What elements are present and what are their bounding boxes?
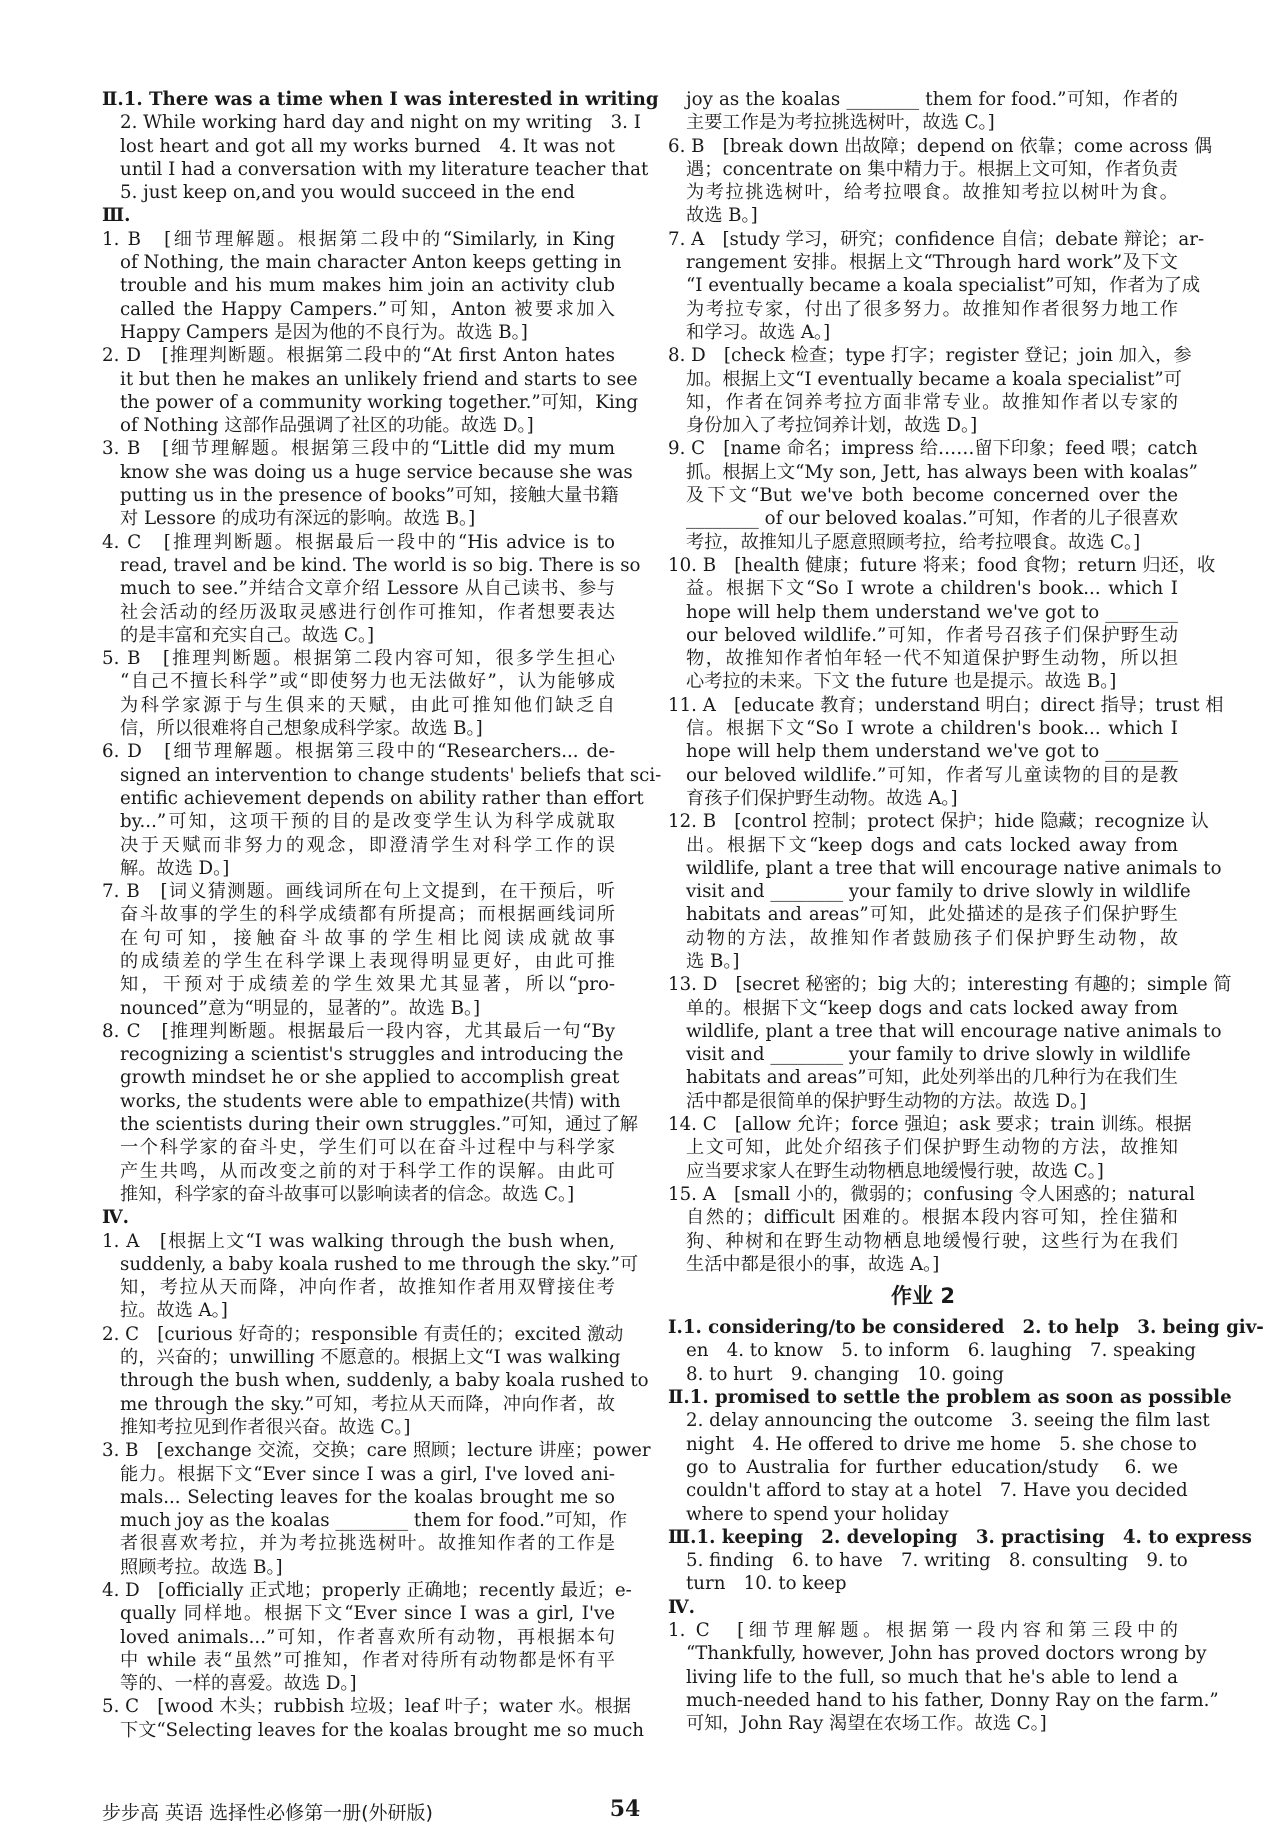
answer-line: 5. B [推理判断题。根据第二段内容可知，很多学生担心 — [102, 648, 615, 670]
answer-line: 1. C [细节理解题。根据第一段内容和第三段中的 — [668, 1620, 1178, 1641]
answer-line: 4. D [officially 正式地；properly 正确地；recently 最近；e- — [102, 1580, 632, 1601]
answer-line: suddenly, a baby koala rushed to me through the sky.”可 — [120, 1253, 639, 1275]
answer-line: 奋斗故事的学生的科学成绩都有所提高；而根据画线词所 — [120, 904, 615, 926]
answer-line: 知，考拉从天而降，冲向作者，故推知作者用双臂接住考 — [120, 1277, 615, 1299]
answer-line: 1. B [细节理解题。根据第二段中的“Similarly, in King — [102, 228, 615, 250]
answer-line: mals... Selecting leaves for the koalas brought me so — [120, 1486, 615, 1508]
answer-line: 13. D [secret 秘密的；big 大的；interesting 有趣的；simple 简 — [668, 974, 1232, 996]
answer-line: works, the students were able to empathize(共情) with — [120, 1090, 621, 1112]
answer-line: 在句可知，接触奋斗故事的学生相比阅读成就故事 — [120, 927, 615, 949]
answer-line: 照顾考拉。故选 B。] — [120, 1556, 283, 1578]
answer-line: wildlife, plant a tree that will encourage native animals to — [686, 857, 1222, 879]
answer-line: visit and ________ your family to drive slowly in wildlife — [686, 1044, 1191, 1066]
answer-line: 知，干预对于成绩差的学生效果尤其显著，所以“pro- — [120, 974, 615, 996]
answer-line: turn 10. to keep — [686, 1573, 847, 1595]
answer-line: night 4. He offered to drive me home 5. she chose to — [686, 1433, 1197, 1455]
answer-line: 3. B [exchange 交流，交换；care 照顾；lecture 讲座；power — [102, 1440, 651, 1462]
answer-line: Happy Campers 是因为他的不良行为。故选 B。] — [120, 321, 528, 343]
page-number: 54 — [609, 1796, 641, 1822]
answer-line: 对 Lessore 的成功有深远的影响。故选 B。] — [120, 508, 476, 530]
answer-line: 能力。根据下文“Ever since I was a girl, I've loved ani- — [120, 1463, 615, 1485]
answer-line: 考拉，故推知儿子愿意照顾考拉，给考拉喂食。故选 C。] — [686, 531, 1141, 553]
answer-line: 8. D [check 检查；type 打字；register 登记；join 加入，参 — [668, 345, 1192, 367]
answer-line: entific achievement depends on ability rather than effort — [120, 787, 644, 809]
answer-line: “I eventually became a koala specialist”可知，作者为了成 — [686, 275, 1201, 297]
answer-line: 加。根据上文“I eventually became a koala specialist”可 — [686, 368, 1182, 390]
answer-line: 5. C [wood 木头；rubbish 垃圾；leaf 叶子；water 水。根据 — [102, 1696, 631, 1718]
section-title: 作业 2 — [891, 1284, 955, 1309]
answer-line: 7. B [词义猜测题。画线词所在句上文提到，在干预后，听 — [102, 881, 615, 903]
answer-line: 遇；concentrate on 集中精力于。根据上文可知，作者负责 — [686, 158, 1178, 180]
answer-line: 下文“Selecting leaves for the koalas brought me so much — [120, 1719, 644, 1741]
section-heading-line: Ⅱ.1. promised to settle the problem as soon as possible — [668, 1387, 1232, 1409]
answer-line: know she was doing us a huge service because she was — [120, 461, 633, 483]
answer-line: lost heart and got all my works burned 4. It was not — [120, 135, 615, 157]
answer-line: our beloved wildlife.”可知，作者写儿童读物的目的是教 — [686, 764, 1178, 786]
answer-line: 的，兴奋的；unwilling 不愿意的。根据上文“I was walking — [120, 1347, 621, 1369]
answer-line: hope will help them understand we've got to ________ — [686, 601, 1178, 623]
answer-line: 7. A [study 学习，研究；confidence 自信；debate 辩论；ar- — [668, 228, 1205, 250]
answer-line: 5. just keep on,and you would succeed in the end — [120, 182, 575, 204]
section-heading-line: Ⅱ.1. There was a time when I was interested in writing — [102, 89, 659, 110]
section-heading-line: Ⅰ.1. considering/to be considered 2. to help 3. being giv- — [668, 1317, 1264, 1339]
section-heading-line: Ⅲ.1. keeping 2. developing 3. practising 4. to express — [668, 1526, 1252, 1548]
answer-line: joy as the koalas ________ them for food.”可知，作者的 — [686, 89, 1178, 110]
answer-line: 推知，科学家的奋斗故事可以影响读者的信念。故选 C。] — [120, 1183, 575, 1205]
answer-line: habitats and areas”可知，此处描述的是孩子们保护野生 — [686, 904, 1178, 926]
left-column — [102, 88, 662, 1742]
answer-line: qually 同样地。根据下文“Ever since I was a girl, I've — [120, 1603, 615, 1625]
answer-line: much to see.”并结合文章介绍 Lessore 从自己读书、参与 — [120, 578, 615, 600]
answer-line: 社会活动的经历汲取灵感进行创作可推知，作者想要表达 — [120, 601, 615, 623]
answer-line: called the Happy Campers.”可知，Anton 被要求加入 — [120, 298, 615, 320]
answer-line: 拉。故选 A。] — [120, 1300, 228, 1322]
answer-line: 益。根据下文“So I wrote a children's book... which I — [686, 578, 1178, 600]
answer-line: 推知考拉见到作者很兴奋。故选 C。] — [120, 1416, 411, 1438]
section-heading-line: Ⅳ. — [102, 1207, 129, 1229]
book-title-footer: 步步高 英语 选择性必修第一册(外研版) — [102, 1802, 433, 1824]
answer-line: 主要工作是为考拉挑选树叶，故选 C。] — [686, 112, 995, 134]
answer-line: trouble and his mum makes him join an activity club — [120, 275, 615, 297]
answer-line: 2. While working hard day and night on my writing 3. I — [120, 112, 641, 134]
answer-line: by...”可知，这项干预的目的是改变学生认为科学成就取 — [120, 811, 615, 833]
answer-line: 11. A [educate 教育；understand 明白；direct 指导；trust 相 — [668, 694, 1224, 716]
answer-line: putting us in the presence of books”可知，接触大量书籍 — [120, 485, 619, 507]
right-column — [668, 88, 1264, 1735]
answer-line: 6. D [细节理解题。根据第三段中的“Researchers... de- — [102, 741, 615, 763]
answer-line: 生活中都是很小的事，故选 A。] — [686, 1253, 940, 1275]
answer-line: 可知，John Ray 渴望在农场工作。故选 C。] — [686, 1713, 1047, 1735]
answer-line: 抓。根据上文“My son, Jett, has always been with koalas” — [686, 461, 1198, 483]
answer-line: 5. finding 6. to have 7. writing 8. consulting 9. to — [686, 1550, 1188, 1572]
answer-line: 为考拉专家，付出了很多努力。故推知作者很努力地工作 — [686, 298, 1178, 320]
answer-line: loved animals...”可知，作者喜欢所有动物，再根据本句 — [120, 1626, 615, 1648]
answer-line: en 4. to know 5. to inform 6. laughing 7. speaking — [686, 1340, 1196, 1362]
answer-line: 等的、一样的喜爱。故选 D。] — [120, 1673, 357, 1695]
answer-line: through the bush when, suddenly, a baby koala rushed to — [120, 1370, 649, 1392]
answer-line: “Thankfully, however, John has proved doctors wrong by — [686, 1643, 1207, 1665]
answer-line: 10. B [health 健康；future 将来；food 食物；return 归还，收 — [668, 554, 1216, 576]
answer-line: 信，所以很难将自己想象成科学家。故选 B。] — [120, 718, 483, 740]
answer-line: of Nothing 这部作品强调了社区的功能。故选 D。] — [120, 415, 534, 437]
answer-line: “自己不擅长科学”或“即使努力也无法做好”，认为能够成 — [120, 671, 615, 693]
answer-line: 故选 B。] — [686, 205, 758, 227]
answer-line: signed an intervention to change students' beliefs that sci- — [120, 764, 662, 786]
answer-line: 12. B [control 控制；protect 保护；hide 隐藏；recognize 认 — [668, 811, 1209, 833]
answer-line: the power of a community working together.”可知，King — [120, 391, 639, 413]
answer-line: 单的。根据下文“keep dogs and cats locked away from — [686, 997, 1178, 1019]
answer-line: 2. C [curious 好奇的；responsible 有责任的；excited 激动 — [102, 1323, 624, 1345]
section-heading-line: Ⅳ. — [668, 1596, 695, 1618]
answer-line: 自然的；difficult 困难的。根据本段内容可知，拴住猫和 — [686, 1207, 1178, 1229]
answer-line: 4. C [推理判断题。根据最后一段中的“His advice is to — [102, 531, 615, 553]
answer-line: recognizing a scientist's struggles and introducing the — [120, 1044, 624, 1066]
column-divider — [641, 90, 642, 1780]
answer-line: 6. B [break down 出故障；depend on 依靠；come across 偶 — [668, 135, 1213, 157]
answer-line: the scientists during their own struggles.”可知，通过了解 — [120, 1114, 638, 1136]
answer-line: 及下文“But we've both become concerned over the — [686, 485, 1178, 507]
answer-line: 产生共鸣，从而改变之前的对于科学工作的误解。由此可 — [120, 1160, 615, 1182]
answer-line: much joy as the koalas ________ them for food.”可知，作 — [120, 1510, 628, 1532]
answer-line: 知，作者在饲养考拉方面非常专业。故推知作者以专家的 — [686, 391, 1178, 413]
answer-line: 9. C [name 命名；impress 给……留下印象；feed 喂；catch — [668, 438, 1198, 460]
answer-line: 的是丰富和充实自己。故选 C。] — [120, 624, 375, 646]
answer-line: 14. C [allow 允许；force 强迫；ask 要求；train 训练。根据 — [668, 1114, 1192, 1136]
answer-line: 出。根据下文“keep dogs and cats locked away from — [686, 834, 1178, 856]
answer-line: 3. B [细节理解题。根据第三段中的“Little did my mum — [102, 438, 615, 460]
answer-line: 物，故推知作者怕年轻一代不知道保护野生动物，所以担 — [686, 648, 1178, 670]
answer-line: 为科学家源于与生俱来的天赋，由此可推知他们缺乏自 — [120, 694, 615, 716]
answer-line: habitats and areas”可知，此处列举出的几种行为在我们生 — [686, 1067, 1178, 1089]
answer-line: 动物的方法，故推知作者鼓励孩子们保护野生动物，故 — [686, 927, 1178, 949]
section-heading-line: Ⅲ. — [102, 205, 131, 227]
answer-line: read, travel and be kind. The world is so big. There is so — [120, 554, 641, 576]
answer-line: our beloved wildlife.”可知，作者号召孩子们保护野生动 — [686, 624, 1178, 646]
answer-line: 的成绩差的学生在科学课上表现得明显更好，由此可推 — [120, 950, 615, 972]
answer-line: 一个科学家的奋斗史，学生们可以在奋斗过程中与科学家 — [120, 1137, 615, 1159]
answer-line: 心考拉的未来。下文 the future 也是提示。故选 B。] — [686, 671, 1117, 693]
answer-line: 上文可知，此处介绍孩子们保护野生动物的方法，故推知 — [686, 1137, 1178, 1159]
answer-line: 身份加入了考拉饲养计划，故选 D。] — [686, 415, 978, 437]
answer-line: growth mindset he or she applied to accomplish great — [120, 1067, 620, 1089]
answer-line: 1. A [根据上文“I was walking through the bush when, — [102, 1230, 615, 1252]
answer-line: 2. delay announcing the outcome 3. seeing the film last — [686, 1410, 1210, 1432]
answer-line: 中 while 表“虽然”可推知，作者对待所有动物都是怀有平 — [120, 1649, 615, 1671]
answer-line: wildlife, plant a tree that will encourage native animals to — [686, 1020, 1222, 1042]
answer-line: 决于天赋而非努力的观念，即澄清学生对科学工作的误 — [120, 834, 615, 856]
answer-line: 应当要求家人在野生动物栖息地缓慢行驶，故选 C。] — [686, 1160, 1104, 1182]
answer-line: rangement 安排。根据上文“Through hard work”及下文 — [686, 252, 1178, 274]
answer-line: visit and ________ your family to drive slowly in wildlife — [686, 881, 1191, 903]
answer-line: 选 B。] — [686, 950, 740, 972]
answer-line: 15. A [small 小的，微弱的；confusing 令人困惑的；natural — [668, 1183, 1195, 1205]
answer-line: of Nothing, the main character Anton keeps getting in — [120, 252, 622, 274]
answer-line: 育孩子们保护野生动物。故选 A。] — [686, 787, 958, 809]
answer-line: living life to the full, so much that he's able to lend a — [686, 1666, 1178, 1688]
answer-line: nounced”意为“明显的，显著的”。故选 B。] — [120, 997, 481, 1019]
answer-line: 为考拉挑选树叶，给考拉喂食。故推知考拉以树叶为食。 — [686, 182, 1178, 204]
answer-line: 2. D [推理判断题。根据第二段中的“At first Anton hates — [102, 345, 615, 367]
answer-line: couldn't afford to stay at a hotel 7. Have you decided — [686, 1480, 1188, 1502]
answer-line: me through the sky.”可知，考拉从天而降，冲向作者，故 — [120, 1393, 615, 1415]
answer-line: much-needed hand to his father, Donny Ray on the farm.” — [686, 1689, 1219, 1711]
answer-line: it but then he makes an unlikely friend and starts to see — [120, 368, 638, 390]
answer-line: ________ of our beloved koalas.”可知，作者的儿子很喜欢 — [686, 508, 1178, 530]
answer-line: 狗、种树和在野生动物栖息地缓慢行驶，这些行为在我们 — [686, 1230, 1178, 1252]
answer-line: 信。根据下文“So I wrote a children's book... which I — [686, 718, 1178, 740]
answer-line: 活中都是很简单的保护野生动物的方法。故选 D。] — [686, 1090, 1087, 1112]
answer-line: until I had a conversation with my literature teacher that — [120, 158, 649, 180]
answer-line: 8. C [推理判断题。根据最后一段内容，尤其最后一句“By — [102, 1020, 615, 1042]
answer-line: where to spend your holiday — [686, 1503, 949, 1525]
answer-line: go to Australia for further education/study 6. we — [686, 1456, 1178, 1478]
answer-line: 解。故选 D。] — [120, 857, 230, 879]
answer-line: 和学习。故选 A。] — [686, 321, 831, 343]
answer-line: 8. to hurt 9. changing 10. going — [686, 1363, 1004, 1385]
answer-line: 者很喜欢考拉，并为考拉挑选树叶。故推知作者的工作是 — [120, 1533, 615, 1555]
answer-line: hope will help them understand we've got to ________ — [686, 741, 1178, 763]
